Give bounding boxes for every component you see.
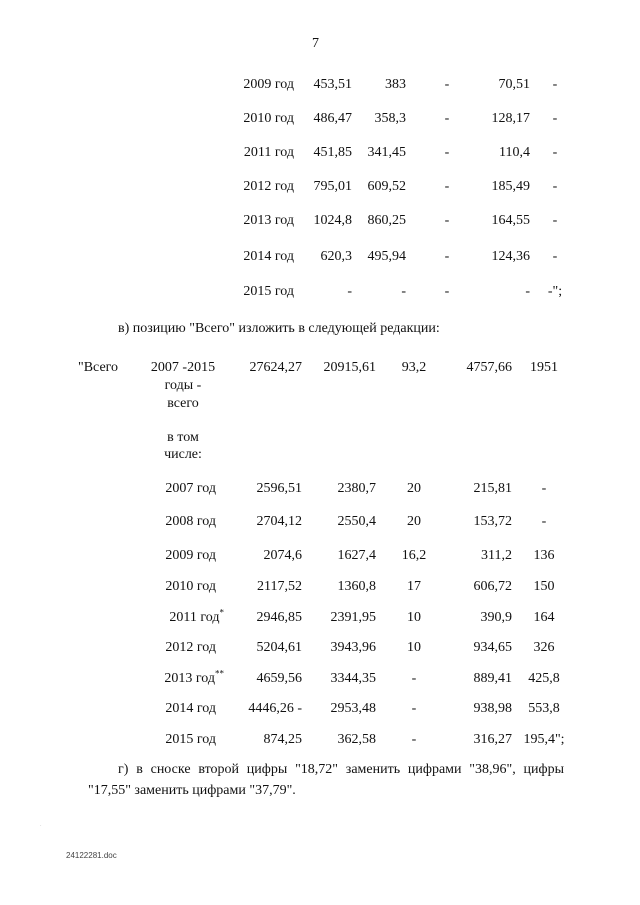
cell-v1: 620,3 — [320, 249, 352, 264]
cell-v2: 1627,4 — [337, 548, 376, 563]
cell-v5: 326 — [533, 640, 555, 655]
cell-v5: - — [552, 111, 558, 126]
cell-v4: 124,36 — [491, 249, 530, 264]
cell-v2: 860,25 — [367, 213, 406, 228]
row-year: 2012 год — [165, 640, 216, 655]
cell-v5: 164 — [533, 610, 555, 625]
row-year: 2014 год — [243, 249, 294, 264]
cell-v1: 874,25 — [263, 732, 302, 747]
margin-mark: . — [40, 822, 42, 828]
cell-v4: 110,4 — [499, 145, 530, 160]
row-year: 2014 год — [165, 701, 216, 716]
cell-v5: - — [541, 481, 547, 496]
total-v4: 4757,66 — [466, 360, 512, 375]
cell-v2: 3943,96 — [330, 640, 376, 655]
cell-v2: 358,3 — [374, 111, 406, 126]
cell-v5: - — [552, 213, 558, 228]
page-number: 7 — [312, 36, 319, 51]
cell-v1: 2074,6 — [263, 548, 302, 563]
cell-v5: 425,8 — [528, 671, 560, 686]
total-v1: 27624,27 — [249, 360, 302, 375]
row-year: 2011 год — [243, 145, 294, 160]
row-year: 2012 год — [243, 179, 294, 194]
paragraph-b: в) позицию "Всего" изложить в следующей редакции: — [118, 321, 440, 336]
cell-v4: 934,65 — [473, 640, 512, 655]
footnote-marker: * — [219, 607, 224, 618]
cell-v4: - — [525, 284, 530, 299]
row-year: 2009 год — [243, 77, 294, 92]
cell-v3: 20 — [407, 514, 421, 529]
period-line: 2007 -2015 — [150, 360, 216, 375]
subheading-line: числе: — [164, 447, 202, 462]
cell-v1: 795,01 — [313, 179, 352, 194]
period-line: годы - — [164, 378, 202, 393]
cell-v5: 150 — [533, 579, 555, 594]
cell-v2: 609,52 — [367, 179, 406, 194]
row-year: 2010 год — [165, 579, 216, 594]
cell-v4: 164,55 — [491, 213, 530, 228]
cell-v5: - — [541, 514, 547, 529]
cell-v3: 10 — [407, 640, 421, 655]
row-year: 2009 год — [165, 548, 216, 563]
total-label: "Всего — [78, 360, 119, 375]
cell-v3: - — [411, 671, 417, 686]
cell-v2: 2953,48 — [330, 701, 376, 716]
cell-v5: 136 — [533, 548, 555, 563]
row-year: 2010 год — [243, 111, 294, 126]
cell-v3: - — [444, 179, 450, 194]
cell-v2: 3344,35 — [330, 671, 376, 686]
cell-v3: - — [444, 284, 450, 299]
cell-v5: - — [552, 179, 558, 194]
cell-v1: 4659,56 — [256, 671, 302, 686]
cell-v5: 553,8 — [528, 701, 560, 716]
cell-v5: -"; — [547, 284, 563, 299]
cell-v3: - — [444, 249, 450, 264]
cell-v1: 1024,8 — [313, 213, 352, 228]
cell-v1: 4446,26 - — [248, 701, 302, 716]
cell-v3: - — [444, 77, 450, 92]
cell-v1: 453,51 — [313, 77, 352, 92]
cell-v5: - — [552, 249, 558, 264]
cell-v4: 185,49 — [491, 179, 530, 194]
cell-v3: 10 — [407, 610, 421, 625]
cell-v4: 316,27 — [473, 732, 512, 747]
cell-v1: 2596,51 — [256, 481, 302, 496]
cell-v2: 362,58 — [337, 732, 376, 747]
cell-v4: 70,51 — [498, 77, 530, 92]
cell-v1: 5204,61 — [256, 640, 302, 655]
cell-v2: 2550,4 — [337, 514, 376, 529]
row-year: 2013 год — [243, 213, 294, 228]
row-year: 2008 год — [165, 514, 216, 529]
cell-v1: 2946,85 — [256, 610, 302, 625]
cell-v3: - — [444, 145, 450, 160]
period-line: всего — [167, 396, 199, 411]
cell-v2: 2380,7 — [337, 481, 376, 496]
total-v3: 93,2 — [401, 360, 427, 375]
cell-v5: 195,4"; — [523, 732, 565, 747]
row-year: 2013 год** — [164, 668, 224, 686]
footer-filename: 24122281.doc — [66, 851, 117, 860]
subheading-line: в том — [167, 430, 199, 445]
cell-v4: 606,72 — [473, 579, 512, 594]
row-year: 2015 год — [243, 284, 294, 299]
cell-v4: 390,9 — [480, 610, 512, 625]
cell-v3: - — [411, 732, 417, 747]
cell-v4: 153,72 — [473, 514, 512, 529]
cell-v4: 215,81 — [473, 481, 512, 496]
total-v5: 1951 — [530, 360, 558, 375]
cell-v3: - — [411, 701, 417, 716]
total-v2: 20915,61 — [323, 360, 376, 375]
row-year: 2015 год — [165, 732, 216, 747]
cell-v2: 1360,8 — [337, 579, 376, 594]
cell-v5: - — [552, 145, 558, 160]
cell-v4: 938,98 — [473, 701, 512, 716]
cell-v2: 383 — [385, 77, 406, 92]
cell-v4: 128,17 — [491, 111, 530, 126]
row-year: 2011 год* — [169, 607, 224, 625]
cell-v1: - — [347, 284, 352, 299]
cell-v3: - — [444, 213, 450, 228]
cell-v3: 17 — [407, 579, 421, 594]
cell-v1: 486,47 — [313, 111, 352, 126]
cell-v2: 341,45 — [367, 145, 406, 160]
cell-v1: 2117,52 — [257, 579, 302, 594]
cell-v3: - — [444, 111, 450, 126]
row-year: 2007 год — [165, 481, 216, 496]
cell-v2: 2391,95 — [330, 610, 376, 625]
cell-v4: 889,41 — [473, 671, 512, 686]
cell-v3: 16,2 — [401, 548, 427, 563]
footnote-marker: ** — [215, 668, 224, 679]
cell-v2: 495,94 — [367, 249, 406, 264]
cell-v4: 311,2 — [481, 548, 512, 563]
cell-v1: 451,85 — [313, 145, 352, 160]
cell-v3: 20 — [407, 481, 421, 496]
cell-v1: 2704,12 — [256, 514, 302, 529]
paragraph-g: г) в сноске второй цифры "18,72" заменить цифрами "38,96", цифры "17,55" заменить цифрами "37,79". — [88, 762, 564, 798]
cell-v5: - — [552, 77, 558, 92]
cell-v2: - — [401, 284, 406, 299]
